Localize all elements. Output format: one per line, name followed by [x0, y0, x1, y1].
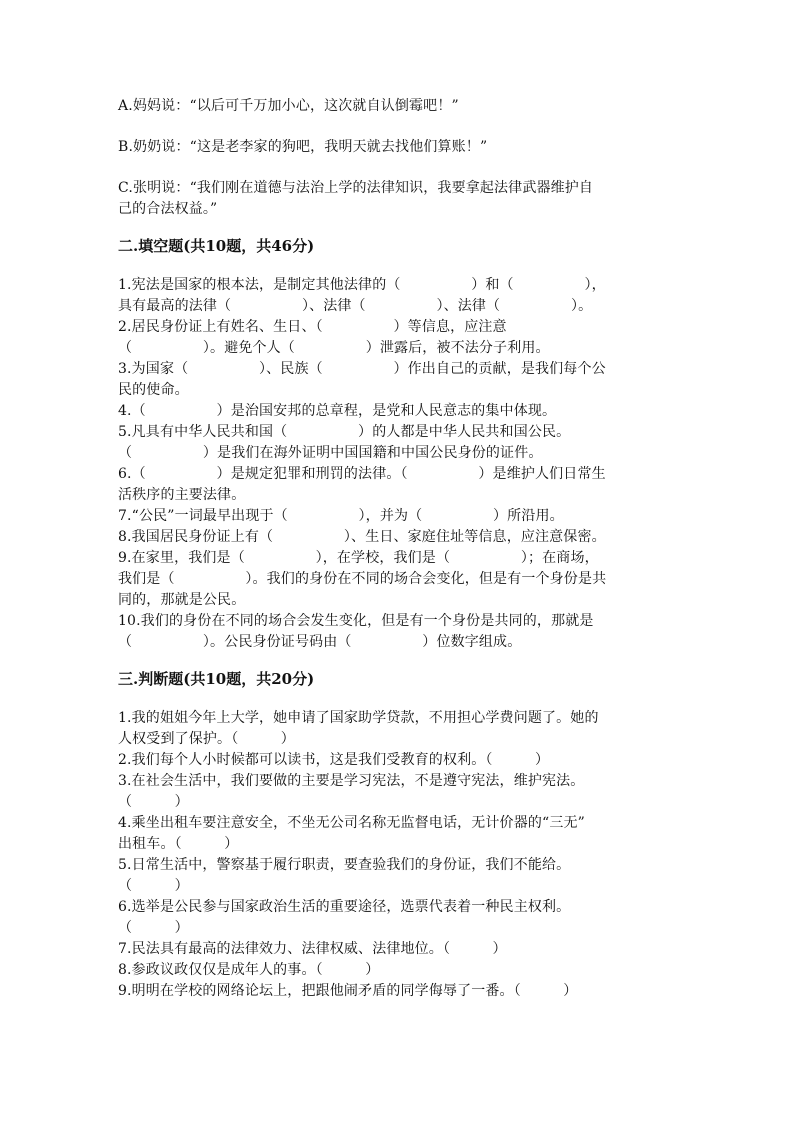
- question-line: 我们是（ ）。我们的身份在不同的场合会变化，但是有一个身份是共: [118, 571, 607, 587]
- question-line: 2.居民身份证上有姓名、生日、（ ）等信息，应注意: [118, 319, 507, 335]
- question-line: （ ）: [118, 920, 189, 936]
- question-line: 6.（ ）是规定犯罪和刑罚的法律。（ ）是维护人们日常生: [118, 466, 606, 482]
- question-line: 出租车。（ ）: [118, 836, 239, 852]
- question-line: 6.选举是公民参与国家政治生活的重要途径，选票代表着一种民主权利。: [118, 899, 571, 915]
- question-line: 10.我们的身份在不同的场合会发生变化，但是有一个身份是共同的，那就是: [118, 613, 594, 629]
- question-line: 9.明明在学校的网络论坛上，把跟他闹矛盾的同学侮辱了一番。（ ）: [118, 983, 578, 999]
- question-line: （ ）。公民身份证号码由（ ）位数字组成。: [118, 634, 522, 650]
- question-line: （ ）: [118, 878, 189, 894]
- question-line: 8.我国居民身份证上有（ ）、生日、家庭住址等信息，应注意保密。: [118, 529, 606, 545]
- question-line: 具有最高的法律（ ）、法律（ ）、法律（ ）。: [118, 298, 593, 314]
- question-line: 5.日常生活中，警察基于履行职责，要查验我们的身份证，我们不能给。: [118, 857, 571, 873]
- question-line: 人权受到了保护。（ ）: [118, 731, 295, 747]
- question-line: 7.民法具有最高的法律效力、法律权威、法律地位。（ ）: [118, 941, 507, 957]
- question-line: 3.在社会生活中，我们要做的主要是学习宪法，不是遵守宪法，维护宪法。: [118, 773, 585, 789]
- question-line: （ ）: [118, 794, 189, 810]
- question-line: 1.宪法是国家的根本法，是制定其他法律的（ ）和（ ），: [118, 277, 606, 293]
- option-c-line: C.张明说：“我们刚在道德与法治上学的法律知识，我要拿起法律武器维护自: [118, 180, 594, 196]
- question-line: 5.凡具有中华人民共和国（ ）的人都是中华人民共和国公民。: [118, 424, 571, 440]
- question-line: 同的，那就是公民。: [118, 592, 246, 608]
- question-line: 活秩序的主要法律。: [118, 487, 246, 503]
- question-line: 3.为国家（ ）、民族（ ）作出自己的贡献，是我们每个公: [118, 361, 606, 377]
- question-line: 4.乘坐出租车要注意安全，不坐无公司名称无监督电话，无计价器的“三无”: [118, 815, 585, 831]
- question-line: 2.我们每个人小时候都可以读书，这是我们受教育的权利。（ ）: [118, 752, 550, 768]
- question-line: （ ）是我们在海外证明中国国籍和中国公民身份的证件。: [118, 445, 543, 461]
- section-heading-fill-in: 二.填空题(共10题，共46分): [118, 237, 315, 255]
- question-line: 4.（ ）是治国安邦的总章程，是党和人民意志的集中体现。: [118, 403, 557, 419]
- question-line: 1.我的姐姐今年上大学，她申请了国家助学贷款，不用担心学费问题了。她的: [118, 710, 599, 726]
- question-line: 9.在家里，我们是（ ），在学校，我们是（ ）；在商场，: [118, 550, 599, 566]
- option-b: B.奶奶说：“这是老李家的狗吧，我明天就去找他们算账！”: [118, 139, 488, 155]
- question-line: 民的使命。: [118, 382, 189, 398]
- option-c-line: 己的合法权益。”: [118, 201, 218, 217]
- question-line: 8.参政议政仅仅是成年人的事。（ ）: [118, 962, 380, 978]
- question-line: 7.“公民”一词最早出现于（ ），并为（ ）所沿用。: [118, 508, 564, 524]
- section-heading-true-false: 三.判断题(共10题，共20分): [118, 670, 315, 688]
- option-a: A.妈妈说：“以后可千万加小心，这次就自认倒霉吧！”: [118, 98, 459, 114]
- question-line: （ ）。避免个人（ ）泄露后，被不法分子利用。: [118, 340, 550, 356]
